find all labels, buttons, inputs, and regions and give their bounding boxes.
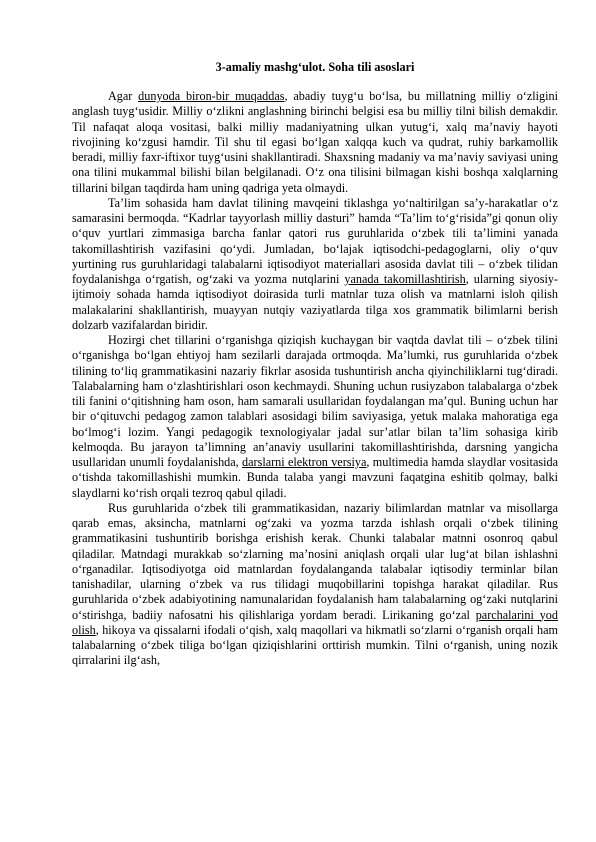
underlined-phrase: parchalarini yod olish [72, 607, 558, 637]
underlined-phrase: dunyoda biron-bir muqaddas [138, 89, 285, 103]
document-title: 3-amaliy mashg‘ulot. Soha tili asoslari [215, 60, 415, 74]
document-page [72, 60, 558, 669]
paragraph-2 [72, 196, 558, 333]
paragraph-text: , abadiy tuyg‘u bo‘lsa, bu millatning milliy o‘zligini anglash tuyg‘usidir. Milliy o‘zlikni anglashning birinchi belgisi esa bu milliy tilni bilish demakdir. Til nafaqat aloqa vositasi, balki milliy madaniyatning ulkan yutug‘i, xalq ma’naviy hayoti rivojining ko‘zgusi hamdir. Til shu til egasi bo‘lgan xalqqa kuch va qudrat, ruhiy barkamollik beradi, milliy faxr-iftixor tuyg‘usini shakllantiradi. Shaxsning madaniy va ma’naviy saviyasi uning ona tilini mukammal bilishi bilan belgilanadi. O‘z ona tilisini bilmagan kishi boshqa xalqlarning tillarini bilgan taqdirda ham uning qadriga yeta olmaydi. [72, 89, 558, 195]
paragraph-text: , multimedia hamda slaydlar vositasida o‘tishda takomillashishi mumkin. Bunda talaba yangi mavzuni faqatgina eshitib qolmay, balki slaydlarni ko‘rish orqali tezroq qabul qiladi. [72, 455, 558, 500]
paragraph-3 [72, 333, 558, 501]
paragraph-text: Ta’lim sohasida ham davlat tilining mavqeini tiklashga yo‘naltirilgan sa’y-harakatlar o‘z samarasini bermoqda. “Kadrlar tayyorlash milliy dasturi” hamda “Ta’lim to‘g‘risida”gi qonun oliy o‘quv yurtlari zimmasiga barcha fanlar qatori rus guruhlarida o‘zbek tili ta’limini yanada takomillashtirish vazifasini qo‘ydi. Jumladan, bo‘lajak iqtisodchi-pedagoglarni, oliy o‘quv yurtining rus guruhlaridagi talabalarni iqtisodiyot materiallari asosida davlat tili – o‘zbek tilidan foydalanishga o‘rgatish, og‘zaki va yozma nutqlarini [72, 195, 558, 286]
paragraph-text: , hikoya va qissalarni ifodali o‘qish, xalq maqollari va hikmatli so‘zlarni o‘rganish orqali ham talabalarning o‘zbek tiliga bo‘lgan qiziqishlarini orttirish mumkin. Tilni o‘rganish, uning nozik qirralarini ilg‘ash, [72, 622, 558, 668]
underlined-phrase: darslarni elektron versiya [242, 455, 367, 469]
underlined-phrase: yanada takomillashtirish [344, 272, 466, 286]
paragraph-text: Rus guruhlarida o‘zbek tili grammatikasidan, nazariy bilimlardan matnlar va misollarga qarab emas, aksincha, matnlarni og‘zaki va yozma tarzda ishlash orqali o‘zbek tilining grammatikasini tushuntirib borishga erishish kerak. Chunki talabalar matnni osonroq qabul qiladilar. Matndagi murakkab so‘zlarning ma’nosini aniqlash orqali ular lug‘at bilan ishlashni o‘rganadilar. Iqtisodiyotga oid matnlardan foydalanganda talabalar iqtisodiy terminlar bilan tanishadilar, ularning o‘zbek va rus tilidagi muqobillarini topishga harakat qiladilar. Rus guruhlarida o‘zbek adabiyotining namunalaridan foydalanish ham talabalarning og‘zaki nutqlarini o‘stirishga, badiiy nafosatni his qilishlariga yordam beradi. Lirikaning go‘zal [72, 500, 558, 622]
paragraph-1 [72, 89, 558, 196]
paragraph-text: , ularning siyosiy-ijtimoiy sohada hamda iqtisodiyot doirasida turli matnlar tuza olish va matnlarni isloh qilish malakalarini shakllantirish, muayyan nutqiy vaziyatlarda tilga xos grammatik bilimlarni berish dolzarb vazifalardan biridir. [72, 272, 558, 332]
paragraph-text: Agar [108, 89, 139, 103]
paragraph-4 [72, 501, 558, 669]
paragraph-text: Hozirgi chet tillarini o‘rganishga qiziqish kuchaygan bir vaqtda davlat tili – o‘zbek tilini o‘rganishga bo‘lgan ehtiyoj ham sezilarli darajada ortmoqda. Ma’lumki, rus guruhlarida o‘zbek tilining to‘liq grammatikasini nazariy fikrlar asosida tushuntirish ancha qiyinchiliklarni tug‘diradi. Talabalarning ham o‘zlashtirishlari oson kechmaydi. Shuning uchun rusiyzabon talabalarga o‘zbek tili fanini o‘qitishning ham oson, ham samarali usullaridan foydalangan ma’qul. Buning uchun har bir o‘qituvchi pedagog zamon talablari asosidagi bilim saviyasiga, yetuk malaka mahoratiga ega bo‘lmog‘i lozim. Yangi pedagogik texnologiyalar jadal sur’atlar bilan ta’lim sohasiga kirib kelmoqda. Bu jarayon ta’limning an’anaviy usullarini takomillashtirishda, darsning yangicha usullaridan unumli foydalanishda, [72, 333, 558, 469]
